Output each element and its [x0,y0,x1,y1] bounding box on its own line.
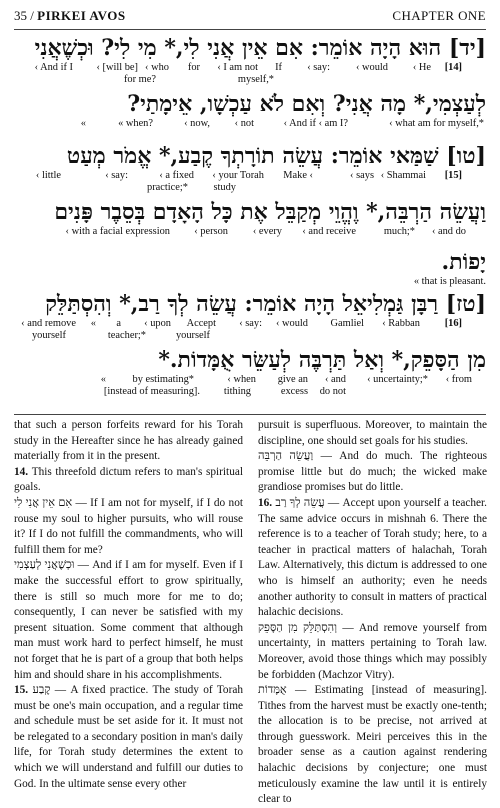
gloss-word: yourself [175,330,210,341]
english-gloss [14,170,486,194]
chapter-label: CHAPTER ONE [392,8,486,23]
gloss-word: [instead of measuring]. [103,386,200,397]
gloss-word: ‹ who [145,62,169,73]
gloss-word: much;* [383,226,415,237]
english-gloss [14,62,486,86]
english-gloss [14,318,486,342]
text-line [14,290,486,342]
gloss-word: ‹ and remove [21,318,76,329]
gloss-word: for me? [123,74,156,85]
gloss-word: practice;* [147,182,188,193]
commentary-left-column [14,418,243,792]
gloss-word: teacher;* [107,330,146,341]
text-line [14,34,486,86]
hebrew-text: לְעַצְמִי,* מָה אֲנִי? וְאִם לֹא עַכְשָׁו, אֵימָתַי? [127,91,486,117]
gloss-word: ‹ say: [105,170,128,181]
gloss-word: ‹ Shammai [380,170,426,181]
hebrew-text: מִן הַסָּפֵק,* וְאַל תַּרְבֶּה לְעַשֵּׂר אֻמָּדוֹת.* [158,347,486,373]
commentary-paragraph: that such a person forfeits reward for his Torah study in the Hereafter since he has already gained materially from it in the present. [14,419,243,463]
text-line [14,142,486,194]
page-header [14,8,486,30]
gloss-word: ‹ say: [239,318,262,329]
gloss-word: ‹ person [194,226,228,237]
gloss-word: ‹ not [234,118,254,129]
gloss-word: ‹ every [252,226,282,237]
gloss-word: Accept [186,318,216,329]
gloss-word: ‹ when [227,374,256,385]
gloss-word: ‹ And if I [34,62,73,73]
commentary-paragraph: וַעֲשֵׂה הַרְבֵּה — And do much. The righteous promise little but do much; the wicked make grandiose promises but do little. [258,450,488,494]
text-line [14,346,486,398]
hebrew-text: [יד] הוּא הָיָה אוֹמֵר: אִם אֵין אֲנִי לִי,* מִי לִי? וּכְשֶׁאֲנִי [34,35,486,61]
book-title: PIRKEI AVOS [37,8,126,23]
gloss-word: ‹ uncertainty;* [367,374,428,385]
gloss-word: ‹ He [412,62,431,73]
gloss-word: ‹ from [445,374,472,385]
page-number: 35 [14,8,27,23]
divider-rule [14,414,486,415]
gloss-word: ‹ with a facial expression [65,226,170,237]
gloss-word: ‹ and [324,374,346,385]
gloss-word: Gamliel [330,318,364,329]
gloss-word: myself,* [237,74,274,85]
gloss-word: Make ‹ [283,170,313,181]
commentary-paragraph: 14. This threefold dictum refers to man's spiritual goals. [14,465,243,494]
gloss-word: « when? [118,118,153,129]
gloss-word: ‹ what am for myself,* [389,118,484,129]
running-head-left: 35 / PIRKEI AVOS [14,8,126,23]
gloss-word: ‹ now, [184,118,210,129]
gloss-word: ‹ I am not [217,62,258,73]
gloss-word: yourself [31,330,66,341]
hebrew-text: יָפוֹת. [441,249,486,275]
gloss-word: study [213,182,236,193]
gloss-word: ‹ and do [431,226,466,237]
gloss-word: ‹ your Torah [212,170,264,181]
hebrew-text: וַעֲשֵׂה הַרְבֵּה,* וֶהֱוֵי מְקַבֵּל אֶת כָּל הָאָדָם בְּסֵבֶר פָּנִים [54,199,486,225]
commentary-paragraph: אִם אֵין אֲנִי לִי — If I am not for myself, if I do not rouse my soul to higher pursuits, who will rouse it? If I do not fulfill the commandments, who will fulfill them for me? [14,496,243,556]
hebrew-text: [טז] רַבָּן גַּמְלִיאֵל הָיָה אוֹמֵר: עֲשֵׂה לְךָ רַב,* וְהִסְתַּלֵּק [45,291,486,317]
gloss-word: ‹ and receive [302,226,356,237]
gloss-word: do not [319,386,346,397]
commentary-paragraph: 15. קֶבַע — A fixed practice. The study of Torah must be one's main occupation, and a regular time and schedule must be set aside for it. It must not be relegated to a secondary position in man's daily life, for Torah study determines the extent to which we will understand and fulfill our duties to God. In the ultimate sense every other [14,684,244,790]
commentary-paragraph: 16. עֲשֵׂה לְךָ רַב — Accept upon yourself a teacher. The same advice occurs in mishnah 6. There the reference is to a teacher of Torah study; here, to a teacher in practical matters of halachah, Torah Law. Alternatively, this dictum is addressed to one who is himself an authority; even he needs another authority to consult in matters of practical halachic decisions. [258,496,487,619]
gloss-word: ‹ says [350,170,374,181]
gloss-word: « [100,374,106,385]
gloss-word: [14] [444,62,462,73]
commentary-paragraph: וּכְשֶׁאֲנִי לְעַצְמִי — And if I am for myself. Even if I make the successful effort to grow spiritually, there is still so much more for me to do; consequently, I can never be satisfied with my present situation. Some comment that although man must work hard to perfect himself, he must not forget that he is part of a group that both helps him and should share in his accomplishments. [14,559,244,681]
gloss-word: « [80,118,86,129]
commentary-right-column [258,418,487,808]
gloss-word: « [90,318,96,329]
gloss-word: [16] [444,318,462,329]
commentary-paragraph: אֻמָּדוֹת — Estimating [instead of measuring]. Tithes from the harvest must be exactly one-tenth; the allocation is to be precise, not arrived at through guesswork. Meiri perceives this in the broader sense as a caution against rendering halachic decisions by conjecture; one must meticulously examine the law until it is entirely clear to [258,684,487,806]
english-gloss [14,118,486,142]
gloss-word: [15] [444,170,462,181]
text-line [14,198,486,250]
gloss-word: ‹ would [275,318,308,329]
commentary-paragraph: וְהִסְתַּלֵּק מִן הַסָּפֵק — And remove yourself from uncertainty, in matters pertaining to Torah law. Moreover, avoid those things which may possibly be forbidden (Machzor Vitry). [258,621,487,681]
text-line [14,90,486,142]
gloss-word: ‹ say: [307,62,330,73]
gloss-word: tithing [223,386,251,397]
gloss-word: ‹ would [355,62,388,73]
gloss-word: excess [280,386,308,397]
gloss-word: ‹ upon [144,318,171,329]
gloss-word: give an [277,374,308,385]
gloss-word: a [116,318,121,329]
gloss-word: ‹ a fixed [159,170,194,181]
gloss-word: If [275,62,282,73]
gloss-word: for [187,62,200,73]
gloss-word: ‹ little [35,170,61,181]
gloss-word: ‹ [will be] [96,62,138,73]
gloss-word: « that is pleasant. [413,276,486,287]
hebrew-text: [טו] שַׁמַּאי אוֹמֵר: עֲשֵׂה תוֹרָתְךָ קֶבַע,* אֱמֹר מְעַט [66,143,486,169]
commentary-paragraph: pursuit is superfluous. Moreover, to maintain the discipline, one should set goals for his studies. [258,419,487,447]
english-gloss [14,226,486,250]
english-gloss [14,374,486,398]
gloss-word: ‹ And if ‹ am I? [283,118,348,129]
gloss-word: ‹ Rabban [382,318,420,329]
gloss-word: by estimating* [132,374,194,385]
